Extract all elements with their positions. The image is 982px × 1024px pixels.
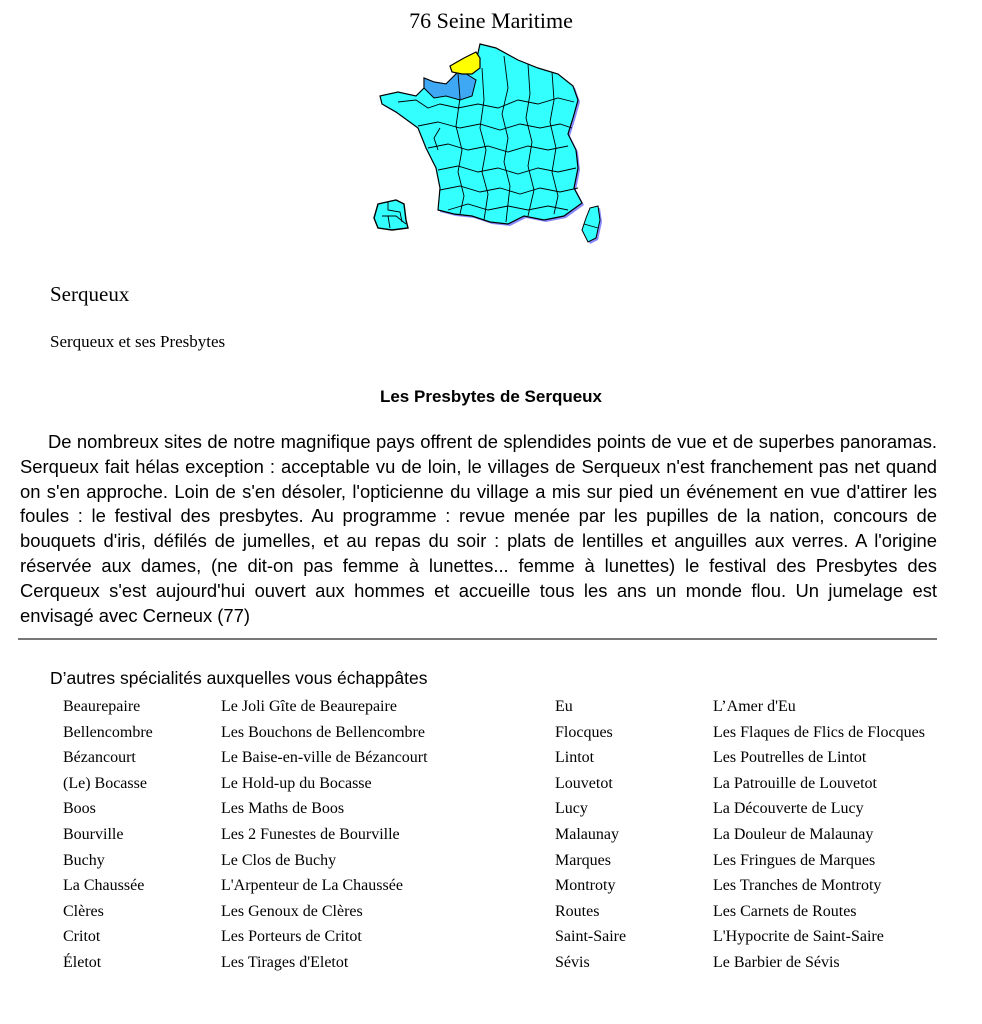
- town-name: Louvetot: [555, 774, 613, 792]
- specialty-name: Les Genoux de Clères: [221, 902, 363, 920]
- horizontal-divider: [18, 638, 937, 640]
- article-body: De nombreux sites de notre magnifique pays offrent de splendides points de vue et de superbes panoramas. Serqueux fait hélas exception : acceptable vu de loin, le villages de Serqueux n'est franchement pas net quand on s'en approche. Loin de s'en désoler, l'opticienne du village a mis sur pied un événement en vue d'attirer les foules : le festival des presbytes. Au programme : revue menée par les pupilles de la nation, concours de bouquets d'iris, défilés de jumelles, et au repas du soir : plats de lentilles et anguilles aux verres. A l'origine réservée aux dames, (ne dit-on pas femme à lunettes... femme à lunettes) le festival des Presbytes des Cerqueux s'est aujourd'hui ouvert aux hommes et accueille tous les ans un monde flou. Un jumelage est envisagé avec Cerneux (77): [20, 431, 937, 626]
- town-name: Bourville: [63, 825, 124, 843]
- specialty-name: Les Bouchons de Bellencombre: [221, 723, 425, 741]
- specialty-name: Les Poutrelles de Lintot: [713, 749, 867, 767]
- specialty-name: L'Hypocrite de Saint-Saire: [713, 928, 884, 946]
- article-title: Les Presbytes de Serqueux: [379, 387, 603, 406]
- town-name: Flocques: [555, 723, 613, 741]
- specialty-name: Les Flaques de Flics de Flocques: [713, 723, 925, 741]
- specialty-name: La Douleur de Malaunay: [713, 825, 874, 843]
- france-map: [368, 38, 618, 250]
- town-name: Saint-Saire: [555, 928, 627, 946]
- town-name: Malaunay: [555, 825, 619, 843]
- town-name: Clères: [63, 902, 104, 920]
- specialty-name: Le Baise-en-ville de Bézancourt: [221, 749, 428, 767]
- town-name: La Chaussée: [63, 877, 145, 895]
- town-name: Bézancourt: [63, 749, 136, 767]
- town-name: Sévis: [555, 953, 590, 971]
- specialty-name: Les Tranches de Montroty: [713, 877, 882, 895]
- town-name: Routes: [555, 902, 600, 920]
- town-name: Montroty: [555, 877, 616, 895]
- town-name: Életot: [63, 953, 102, 971]
- page-title: 76 Seine Maritime: [409, 8, 573, 33]
- town-name: Eu: [555, 698, 573, 715]
- specialty-name: La Patrouille de Louvetot: [713, 774, 877, 792]
- town-name: (Le) Bocasse: [63, 774, 147, 792]
- village-name: Serqueux: [50, 282, 130, 306]
- specialty-name: Le Clos de Buchy: [221, 851, 337, 869]
- town-name: Beaurepaire: [63, 698, 141, 715]
- specialty-name: Les Fringues de Marques: [713, 851, 876, 869]
- others-heading: D’autres spécialités auxquelles vous échappâtes: [50, 668, 428, 688]
- specialty-name: Les Maths de Boos: [221, 800, 345, 818]
- specialty-name: Le Barbier de Sévis: [713, 953, 840, 971]
- town-name: Buchy: [63, 851, 105, 869]
- specialty-name: Les Porteurs de Critot: [221, 928, 362, 946]
- specialty-name: Le Hold-up du Bocasse: [221, 774, 372, 792]
- specialty-name: Le Joli Gîte de Beaurepaire: [221, 698, 397, 715]
- specialty-name: Les 2 Funestes de Bourville: [221, 825, 400, 843]
- town-name: Critot: [63, 928, 101, 946]
- specialty-name: Les Carnets de Routes: [713, 902, 857, 920]
- specialty-name: L’Amer d'Eu: [713, 698, 796, 715]
- town-name: Marques: [555, 851, 611, 869]
- specialty-name: La Découverte de Lucy: [713, 800, 864, 818]
- town-name: Boos: [63, 800, 96, 818]
- town-name: Lintot: [555, 749, 595, 767]
- village-subtitle: Serqueux et ses Presbytes: [50, 332, 226, 351]
- specialty-name: L'Arpenteur de La Chaussée: [221, 877, 403, 895]
- specialty-name: Les Tirages d'Eletot: [221, 953, 349, 971]
- town-name: Lucy: [555, 800, 588, 818]
- town-name: Bellencombre: [63, 723, 153, 741]
